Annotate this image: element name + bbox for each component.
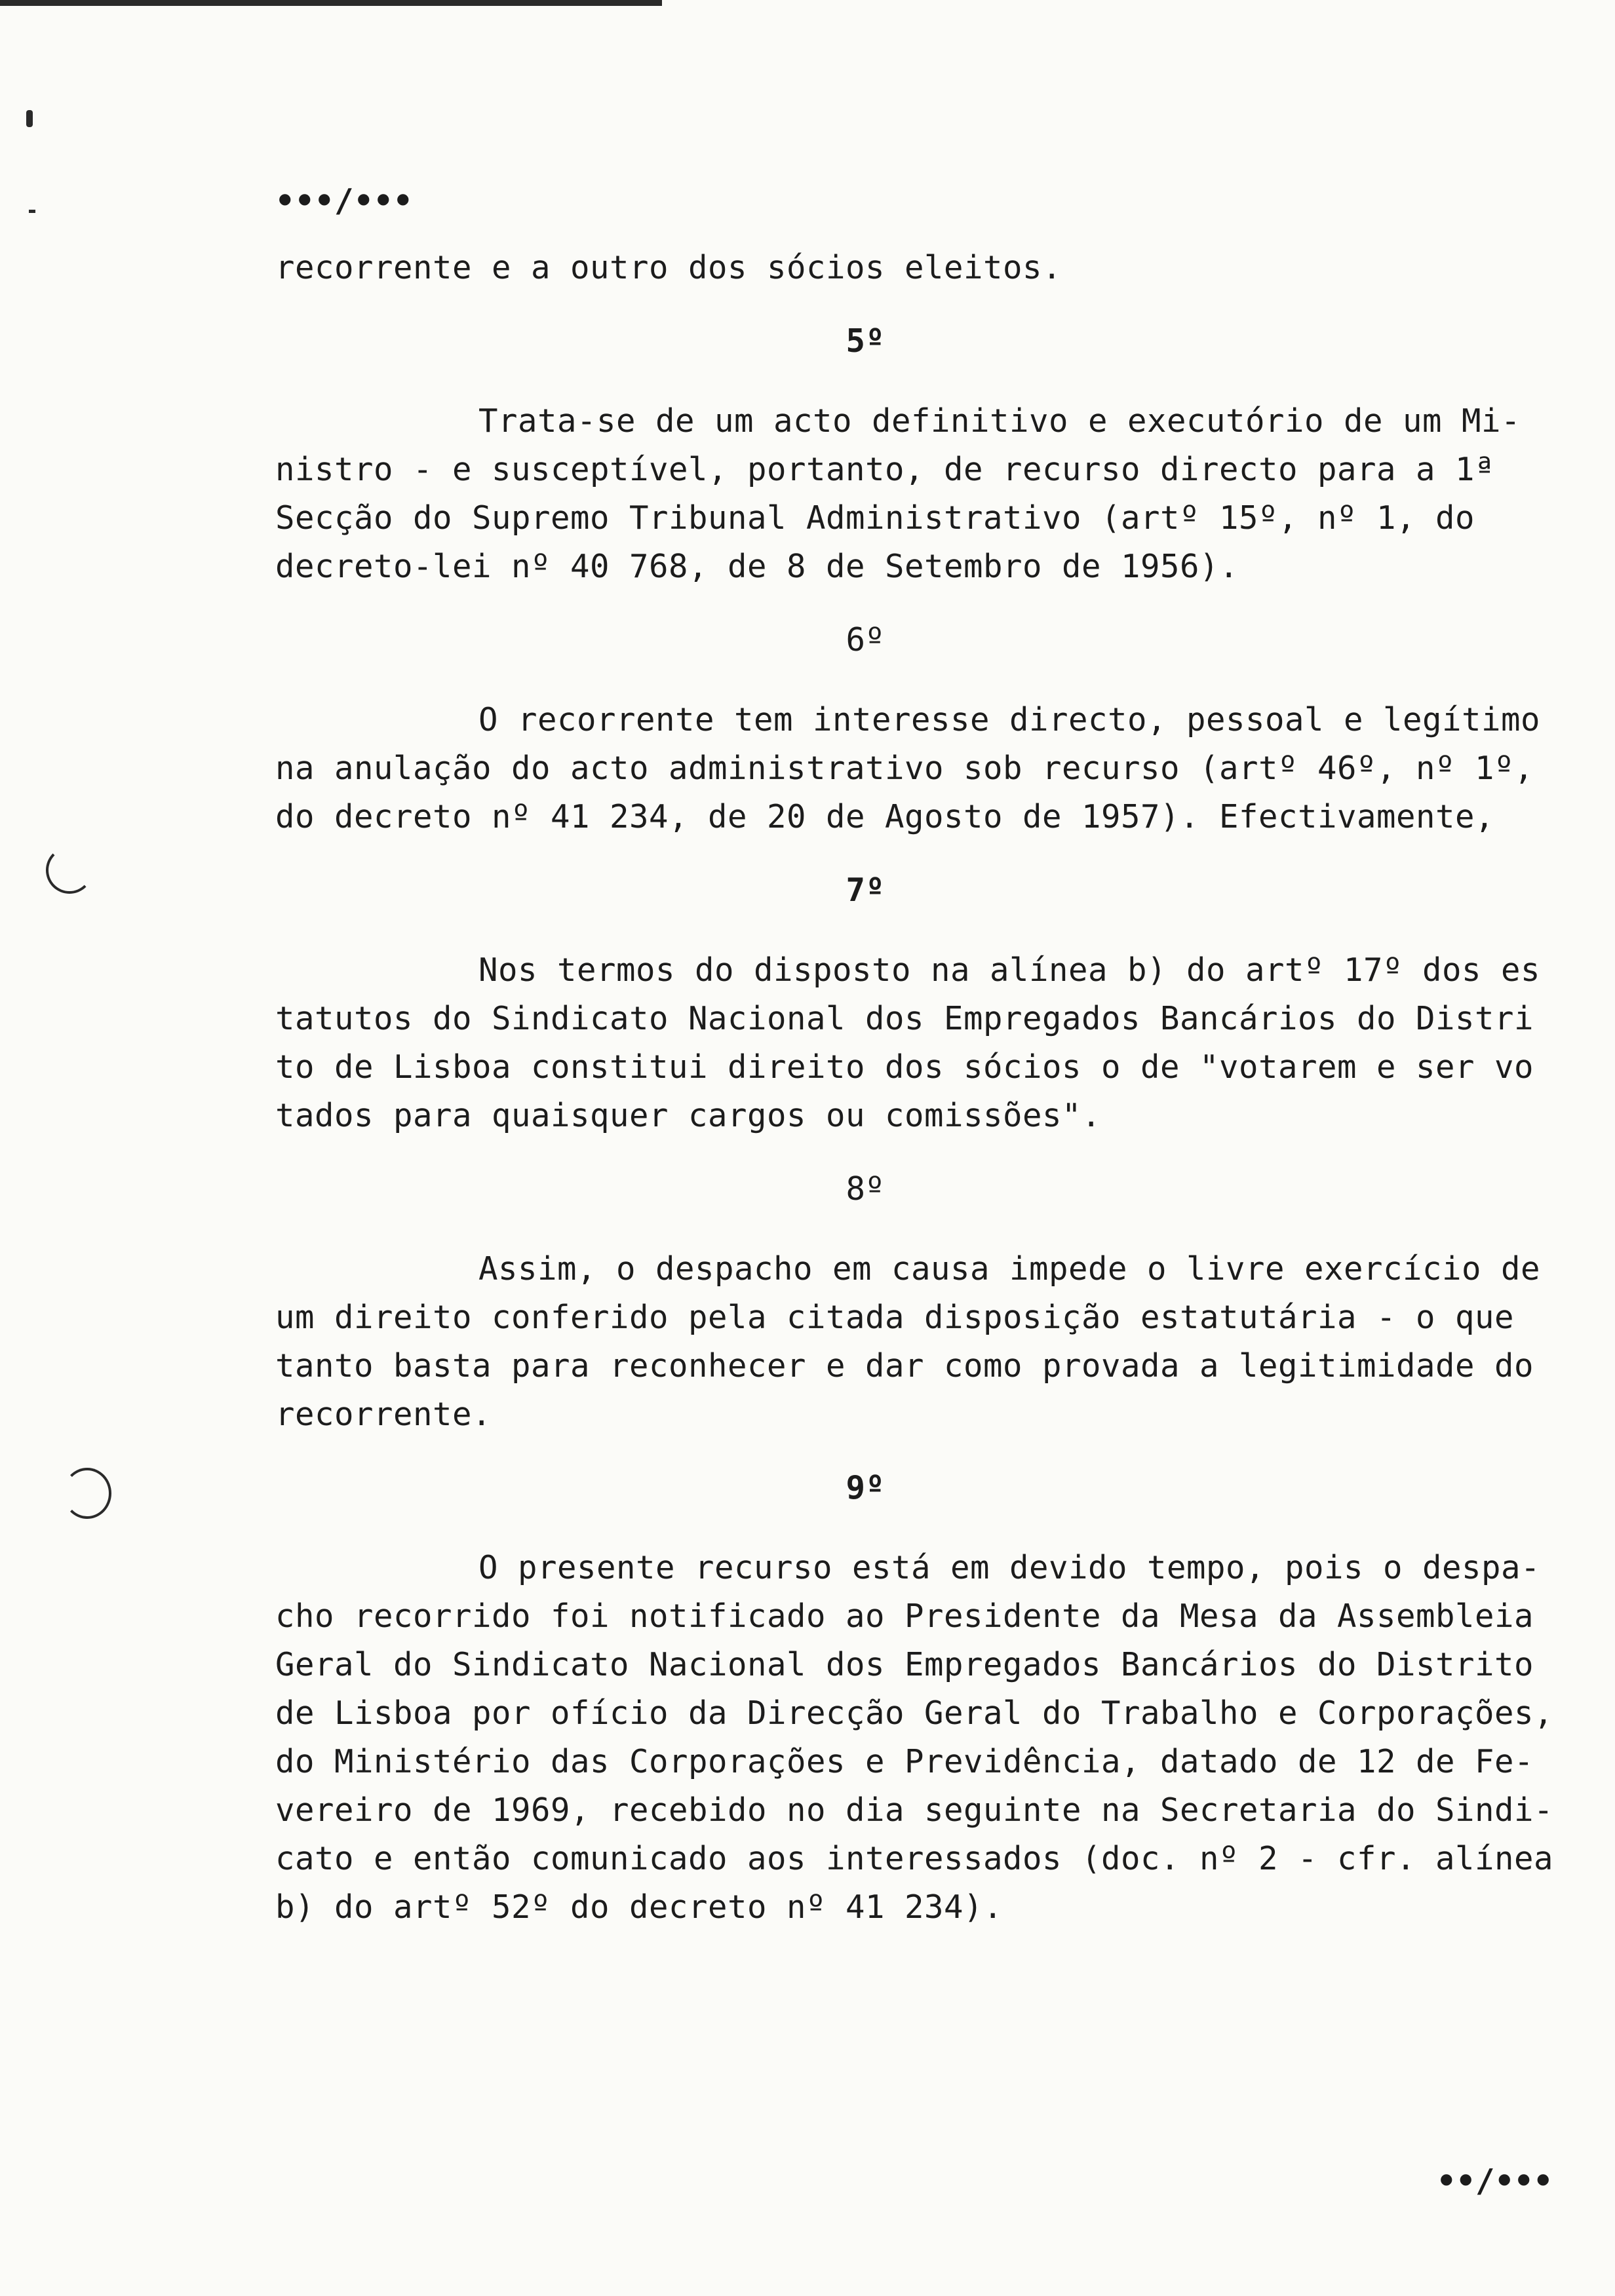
paragraph-line: do Ministério das Corporações e Previdência, datado de 12 de Fe- xyxy=(275,1743,1534,1780)
intro-line: recorrente e a outro dos sócios eleitos. xyxy=(275,249,1062,286)
paragraph-line: de Lisboa por ofício da Direcção Geral do Trabalho e Corporações, xyxy=(275,1694,1554,1732)
paragraph-number: 6º xyxy=(846,621,885,659)
paragraph-line: b) do artº 52º do decreto nº 41 234). xyxy=(275,1888,1003,1926)
paragraph-line: tados para quaisquer cargos ou comissões". xyxy=(275,1097,1102,1134)
margin-mark-dash xyxy=(29,210,35,213)
paragraph-line: recorrente. xyxy=(275,1396,492,1433)
margin-mark-dot xyxy=(26,110,33,127)
paragraph-line: O recorrente tem interesse directo, pessoal e legítimo xyxy=(478,701,1541,738)
paragraph-7 xyxy=(275,866,1573,1140)
paragraph-line: cato e então comunicado aos interessados (doc. nº 2 - cfr. alínea xyxy=(275,1840,1554,1877)
paragraph-9 xyxy=(275,1464,1573,1932)
footer-continuation: ••/••• xyxy=(1436,2162,1553,2200)
paragraph-line: do decreto nº 41 234, de 20 de Agosto de 1957). Efectivamente, xyxy=(275,798,1495,835)
paragraph-line: na anulação do acto administrativo sob recurso (artº 46º, nº 1º, xyxy=(275,750,1534,787)
paragraph-number: 7º xyxy=(846,871,885,909)
paragraph-line: Nos termos do disposto na alínea b) do artº 17º dos es xyxy=(478,951,1541,989)
scan-top-rule xyxy=(0,0,662,6)
punch-hole-mark-upper xyxy=(46,847,93,894)
paragraph-line: O presente recurso está em devido tempo, pois o despa- xyxy=(478,1549,1541,1586)
paragraph-6 xyxy=(275,616,1573,841)
paragraph-line: Secção do Supremo Tribunal Administrativo (artº 15º, nº 1, do xyxy=(275,499,1475,537)
paragraph-line: decreto-lei nº 40 768, de 8 de Setembro de 1956). xyxy=(275,548,1239,585)
paragraph-line: Trata-se de um acto definitivo e executório de um Mi- xyxy=(478,402,1521,440)
paragraph-line: Geral do Sindicato Nacional dos Empregados Bancários do Distrito xyxy=(275,1646,1534,1683)
paragraph-line: vereiro de 1969, recebido no dia seguinte na Secretaria do Sindi- xyxy=(275,1791,1554,1829)
paragraph-line: to de Lisboa constitui direito dos sócios o de "votarem e ser vo xyxy=(275,1048,1534,1086)
paragraph-number: 9º xyxy=(846,1469,885,1506)
paragraph-line: um direito conferido pela citada disposição estatutária - o que xyxy=(275,1299,1515,1336)
paragraph-line: tanto basta para reconhecer e dar como provada a legitimidade do xyxy=(275,1347,1534,1385)
document-page xyxy=(275,177,1573,1932)
paragraph-line: nistro - e susceptível, portanto, de recurso directo para a 1ª xyxy=(275,451,1495,488)
paragraph-8 xyxy=(275,1165,1573,1439)
punch-hole-mark-lower xyxy=(63,1468,111,1519)
paragraph-number: 8º xyxy=(846,1170,885,1208)
paragraph-number: 5º xyxy=(846,322,885,360)
paragraph-line: tatutos do Sindicato Nacional dos Empregados Bancários do Distri xyxy=(275,1000,1534,1037)
paragraph-line: Assim, o despacho em causa impede o livre exercício de xyxy=(478,1250,1541,1288)
paragraph-line: cho recorrido foi notificado ao Presidente da Mesa da Assembleia xyxy=(275,1598,1534,1635)
paragraph-5 xyxy=(275,317,1573,591)
header-continuation: •••/••• xyxy=(275,182,414,220)
